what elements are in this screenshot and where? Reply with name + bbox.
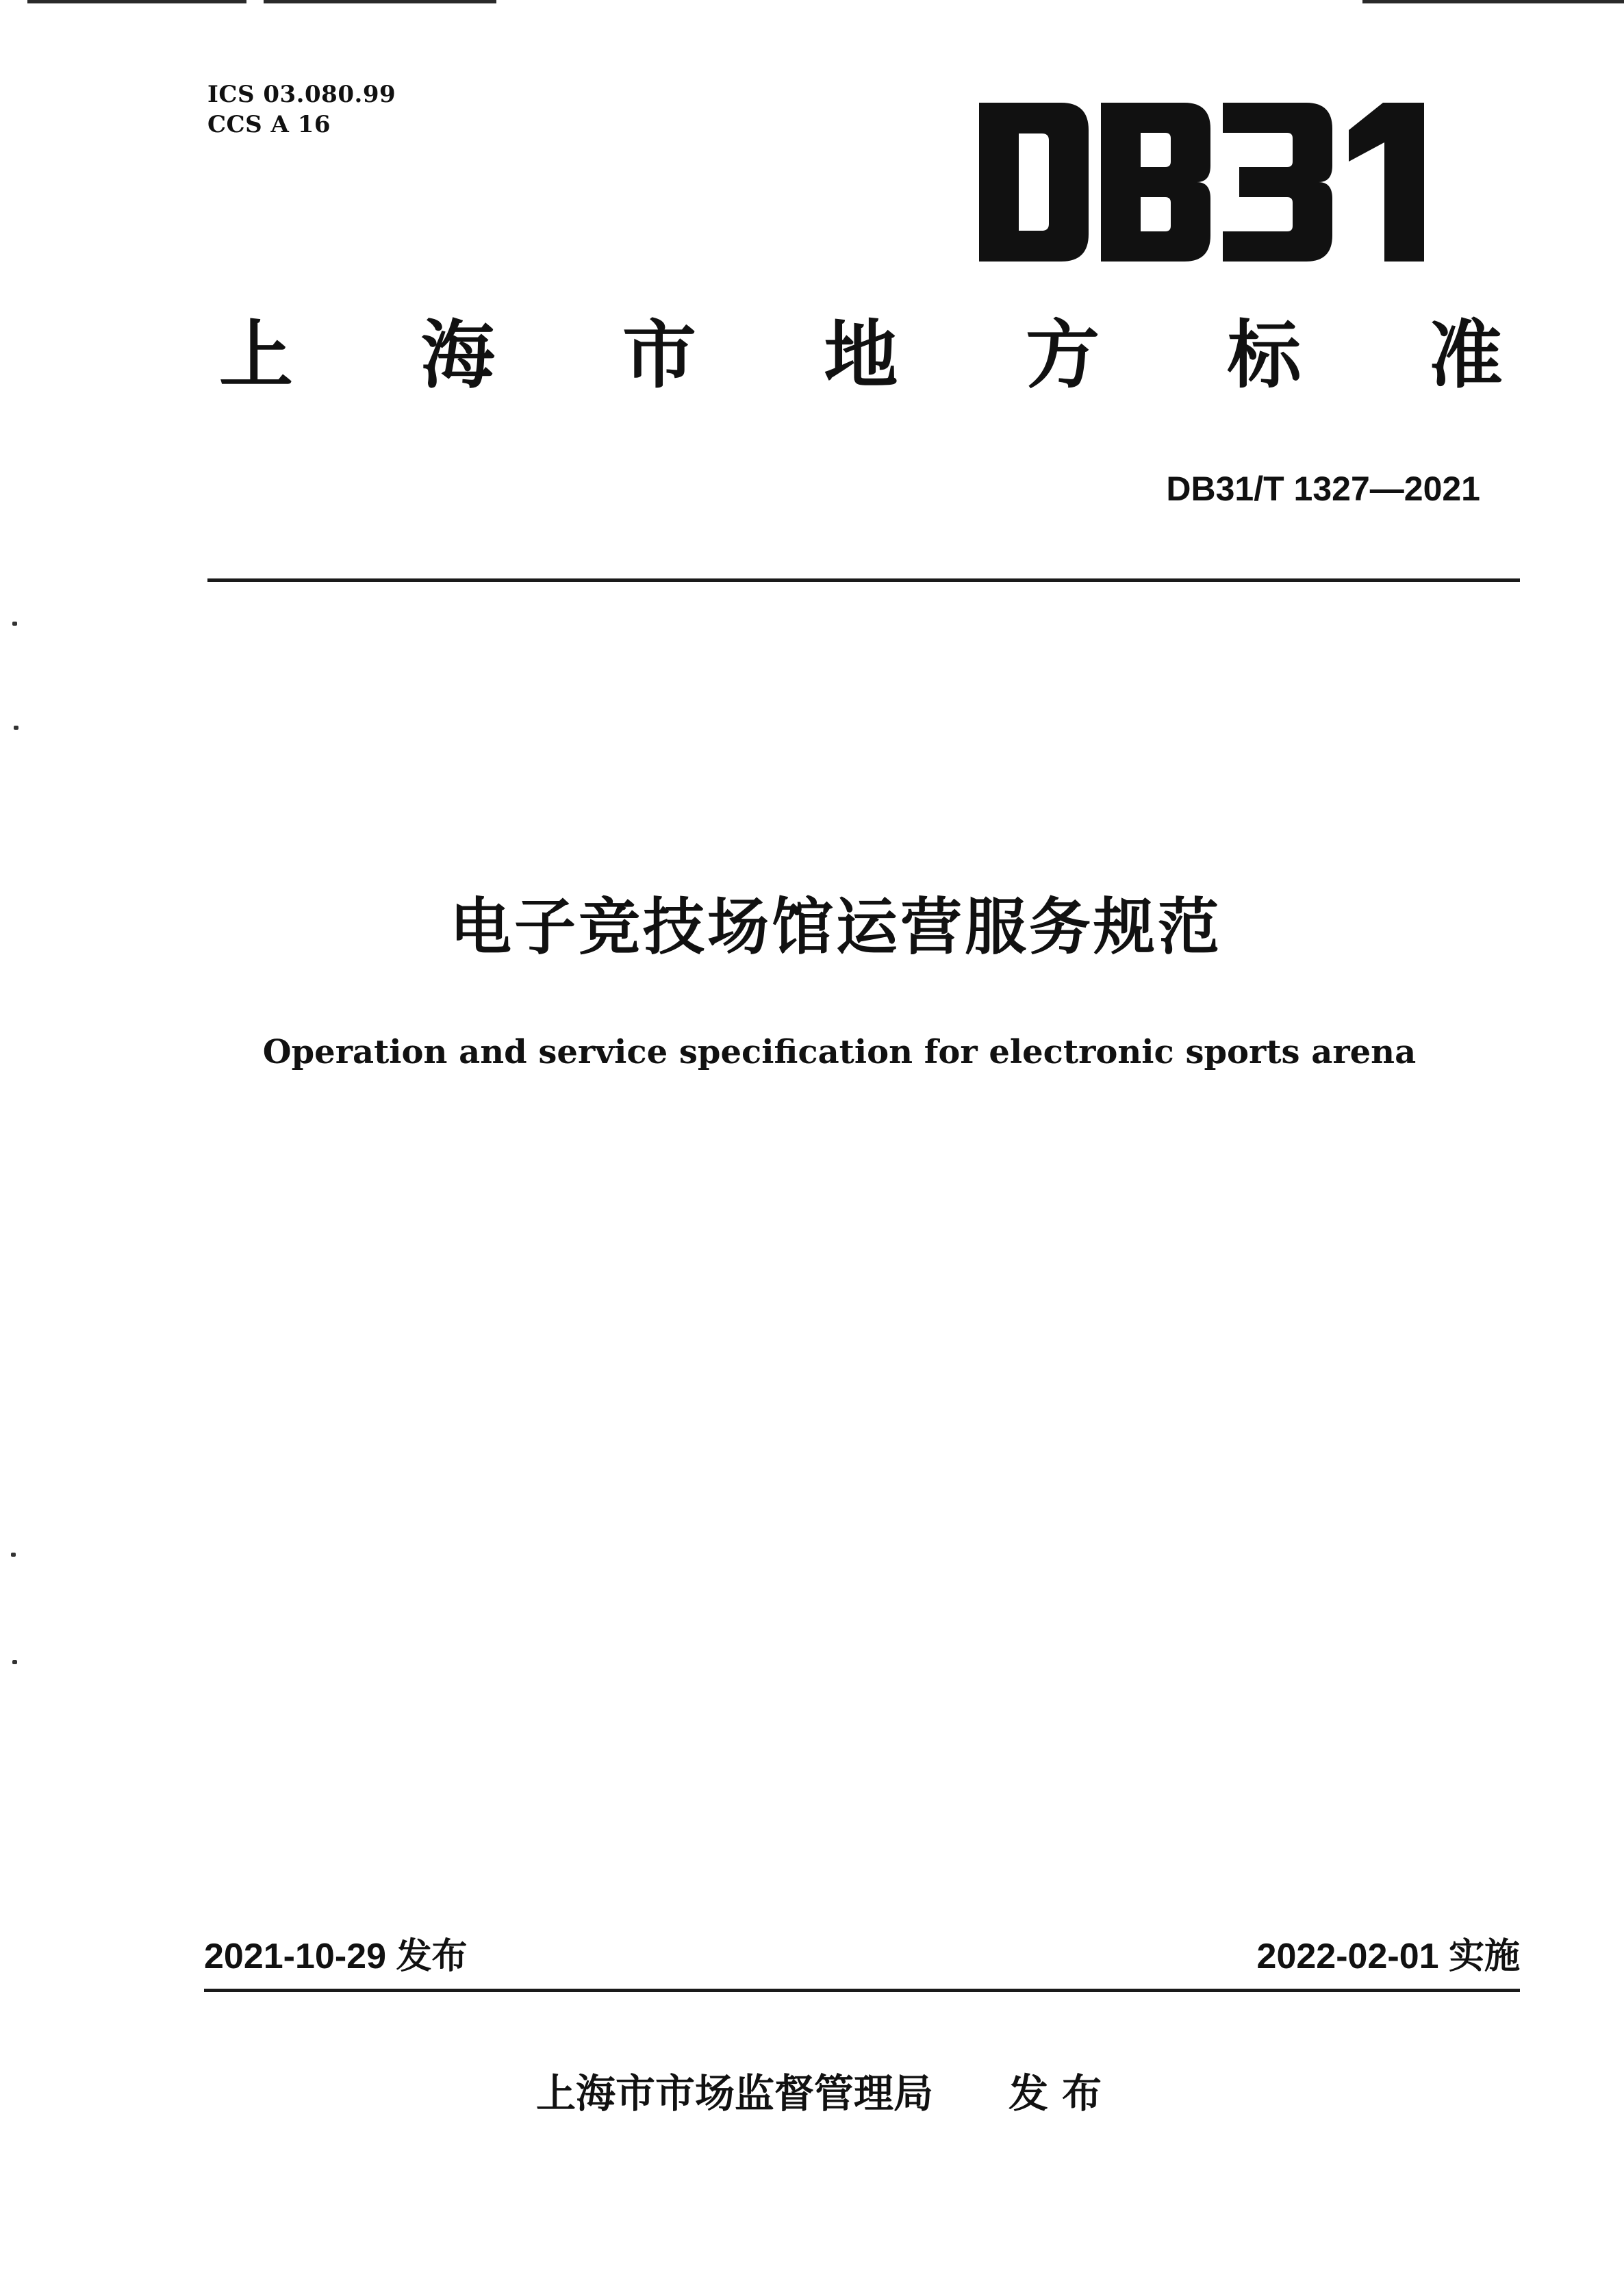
standard-type-char: 市 [622,313,696,398]
punch-mark [14,726,18,730]
db31-logo [979,103,1424,262]
document-title-english: Operation and service specification for electronic sports arena [262,1033,1417,1071]
punch-mark [12,622,17,626]
standard-type-char: 海 [420,313,495,398]
punch-mark [11,1553,16,1557]
scan-edge-left [27,0,246,3]
scan-edge-right [1362,0,1624,3]
standard-type-char: 地 [824,313,898,398]
header-divider [207,578,1520,582]
standard-type-char: 准 [1428,313,1503,398]
standard-type-char: 上 [219,313,294,398]
standard-type-char: 方 [1025,313,1100,398]
issuer-name: 上海市市场监督管理局 [535,2070,933,2117]
standard-type-char: 标 [1227,313,1302,398]
ics-code: ICS 03.080.99 [207,81,396,108]
footer-divider [204,1989,1520,1992]
issuer-line [0,2066,1624,2121]
classification-codes [207,79,396,140]
implementation-date: 2022-02-01 实施 [1256,1937,1520,1976]
punch-mark [12,1660,17,1664]
standard-number: DB31/T 1327—2021 [1166,470,1480,508]
ccs-code: CCS A 16 [207,111,331,138]
issuer-action: 发布 [1008,2070,1116,2117]
document-title-chinese: 电子竞技场馆运营服务规范 [450,891,1222,963]
standard-type-heading [219,308,1503,404]
dates-row [204,1934,1520,1979]
scan-edge-mid [264,0,496,3]
issue-date: 2021-10-29 发布 [204,1937,468,1976]
